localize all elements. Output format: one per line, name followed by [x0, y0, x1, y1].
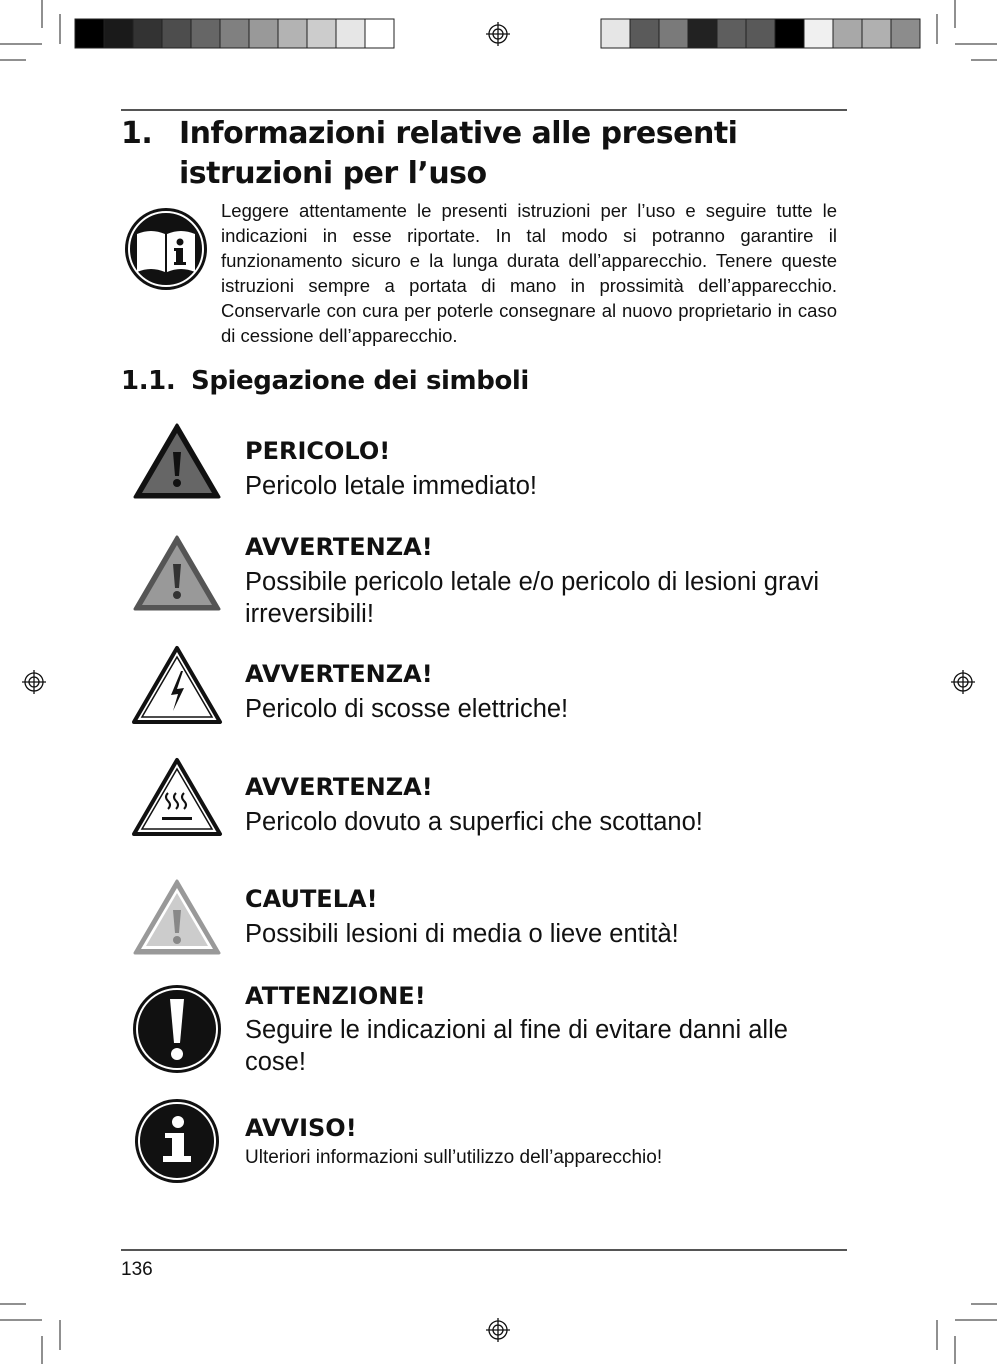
color-bar-swatch	[249, 19, 278, 48]
symbol-title: ATTENZIONE!	[245, 982, 426, 1010]
subsection-title: Spiegazione dei simboli	[191, 366, 529, 396]
symbol-title: AVVERTENZA!	[245, 660, 433, 688]
symbol-title: PERICOLO!	[245, 437, 391, 465]
color-bar-swatch	[220, 19, 249, 48]
color-bar-swatch	[365, 19, 394, 48]
warning-icon	[132, 534, 222, 612]
symbol-description: Possibile pericolo letale e/o pericolo di lesioni gravi irreversibili!	[245, 568, 820, 628]
color-bar-swatch	[601, 19, 630, 48]
symbol-description: Ulteriori informazioni sull’utilizzo dell’apparecchio!	[245, 1147, 663, 1168]
hot-surface-icon	[131, 757, 223, 837]
color-bar-swatch	[307, 19, 336, 48]
color-bar-swatch	[746, 19, 775, 48]
symbol-title: AVVISO!	[245, 1114, 357, 1142]
color-bar-swatch	[104, 19, 133, 48]
section-title: Informazioni relative alle presenti istruzioni per l’uso	[179, 116, 738, 191]
symbol-description: Pericolo di scosse elettriche!	[245, 695, 569, 723]
color-bar-swatch	[336, 19, 365, 48]
color-bar-swatch	[133, 19, 162, 48]
page-number: 136	[121, 1259, 153, 1280]
section-number: 1.	[121, 116, 153, 151]
intro-paragraph: Leggere attentamente le presenti istruzioni per l’uso e seguire tutte le indicazioni in esse riportate. In tal modo si potranno garantire il funzionamento sicuro e la lunga durata dell’apparecchio. Tenere queste istruzioni sempre a portata di mano in prossimità dell’apparecchio. Conservarle con cura per poterle consegnare al nuovo proprietario in caso di cessione dell’apparecchio.	[221, 200, 837, 346]
bottom-rule	[121, 1249, 847, 1251]
color-bar-swatch	[688, 19, 717, 48]
color-bar-swatch	[862, 19, 891, 48]
symbol-title: CAUTELA!	[245, 885, 378, 913]
symbol-description: Seguire le indicazioni al fine di evitare danni alle cose!	[245, 1016, 788, 1076]
top-rule	[121, 109, 847, 111]
color-bar-swatch	[630, 19, 659, 48]
symbol-title: AVVERTENZA!	[245, 773, 433, 801]
caution-icon	[132, 878, 222, 956]
electric-shock-icon	[131, 645, 223, 725]
color-bar-swatch	[191, 19, 220, 48]
danger-warning-icon	[132, 422, 222, 500]
info-circle-icon	[133, 1097, 221, 1185]
color-bar-swatch	[75, 19, 104, 48]
color-bar-swatch	[833, 19, 862, 48]
color-bar-swatch	[775, 19, 804, 48]
color-bar-swatch	[717, 19, 746, 48]
symbol-description: Pericolo dovuto a superfici che scottano!	[245, 808, 703, 836]
color-bar-swatch	[659, 19, 688, 48]
symbol-title: AVVERTENZA!	[245, 533, 433, 561]
color-bar-swatch	[278, 19, 307, 48]
color-bar-swatch	[804, 19, 833, 48]
manual-info-icon	[123, 206, 209, 292]
symbol-description: Pericolo letale immediato!	[245, 472, 537, 500]
color-bar-swatch	[162, 19, 191, 48]
symbol-description: Possibili lesioni di media o lieve entità!	[245, 920, 679, 948]
color-bar-swatch	[891, 19, 920, 48]
subsection-number: 1.1.	[121, 366, 176, 396]
exclamation-circle-icon	[131, 983, 223, 1075]
